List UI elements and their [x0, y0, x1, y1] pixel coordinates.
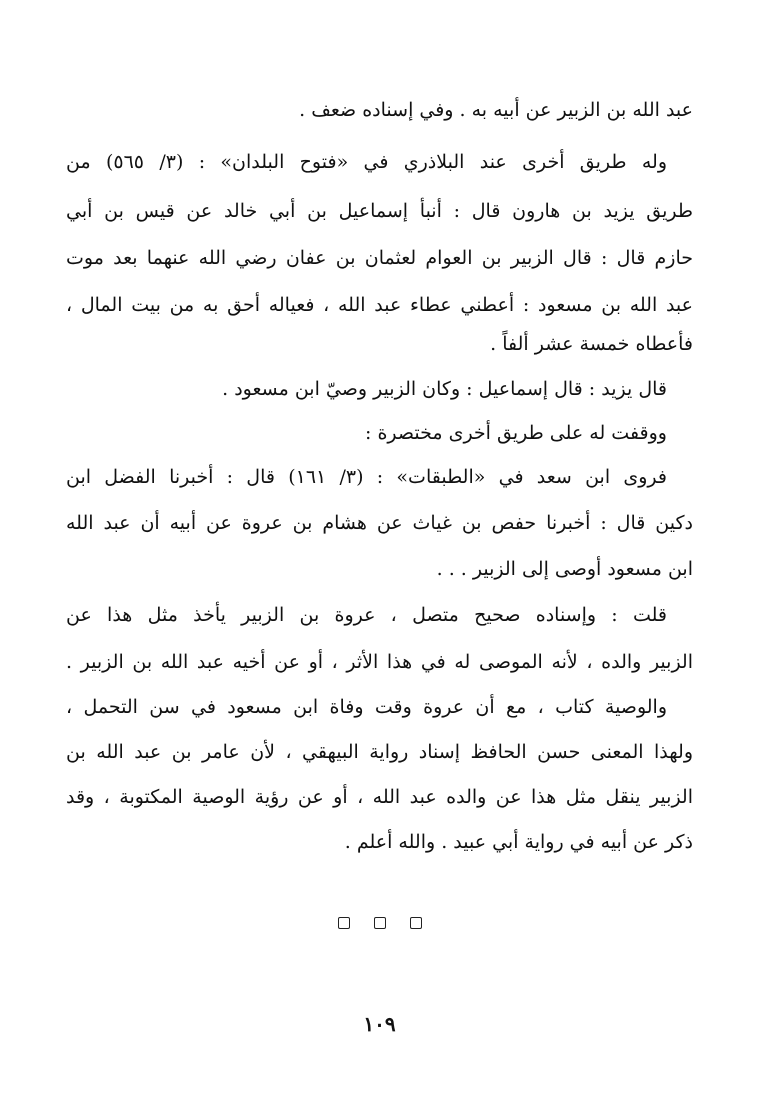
- text-line: طريق يزيد بن هارون قال : أنبأ إسماعيل بن أبي خالد عن قيس بن أبي: [66, 200, 693, 222]
- section-divider: [0, 917, 759, 937]
- square-ornament-icon: [410, 917, 422, 929]
- text-line: فأعطاه خمسة عشر ألفاً .: [490, 333, 693, 355]
- text-line: ووقفت له على طريق أخرى مختصرة :: [365, 422, 667, 444]
- text-line: ابن مسعود أوصى إلى الزبير . . .: [436, 558, 693, 580]
- text-line: عبد الله بن مسعود : أعطني عطاء عبد الله ، فعياله أحق به من بيت المال ،: [66, 294, 693, 316]
- text-line: ذكر عن أبيه في رواية أبي عبيد . والله أعلم .: [344, 831, 693, 853]
- square-ornament-icon: [374, 917, 386, 929]
- text-line: الزبير والده ، لأنه الموصى له في هذا الأثر ، أو عن أخيه عبد الله بن الزبير .: [66, 651, 693, 673]
- text-line: حازم قال : قال الزبير بن العوام لعثمان بن عفان رضي الله عنهما بعد موت: [66, 247, 693, 269]
- text-line: عبد الله بن الزبير عن أبيه به . وفي إسناده ضعف .: [299, 99, 693, 121]
- text-line: والوصية كتاب ، مع أن عروة وقت وفاة ابن مسعود في سن التحمل ،: [66, 696, 667, 718]
- square-ornament-icon: [338, 917, 350, 929]
- text-line: ولهذا المعنى حسن الحافظ إسناد رواية البيهقي ، لأن عامر بن عبد الله بن: [66, 741, 693, 763]
- page-number: ١٠٩: [363, 1012, 396, 1036]
- text-line: فروى ابن سعد في «الطبقات» : (٣/ ١٦١) قال : أخبرنا الفضل ابن: [66, 466, 667, 488]
- text-line: قال يزيد : قال إسماعيل : وكان الزبير وصيّ ابن مسعود .: [222, 378, 667, 400]
- text-line: وله طريق أخرى عند البلاذري في «فتوح البلدان» : (٣/ ٥٦٥) من: [66, 151, 668, 173]
- text-line: دكين قال : أخبرنا حفص بن غياث عن هشام بن عروة عن أبيه أن عبد الله: [66, 512, 693, 534]
- text-line: الزبير ينقل مثل هذا عن والده عبد الله ، أو عن رؤية الوصية المكتوبة ، وقد: [66, 786, 693, 808]
- text-line: قلت : وإسناده صحيح متصل ، عروة بن الزبير يأخذ مثل هذا عن: [66, 604, 667, 626]
